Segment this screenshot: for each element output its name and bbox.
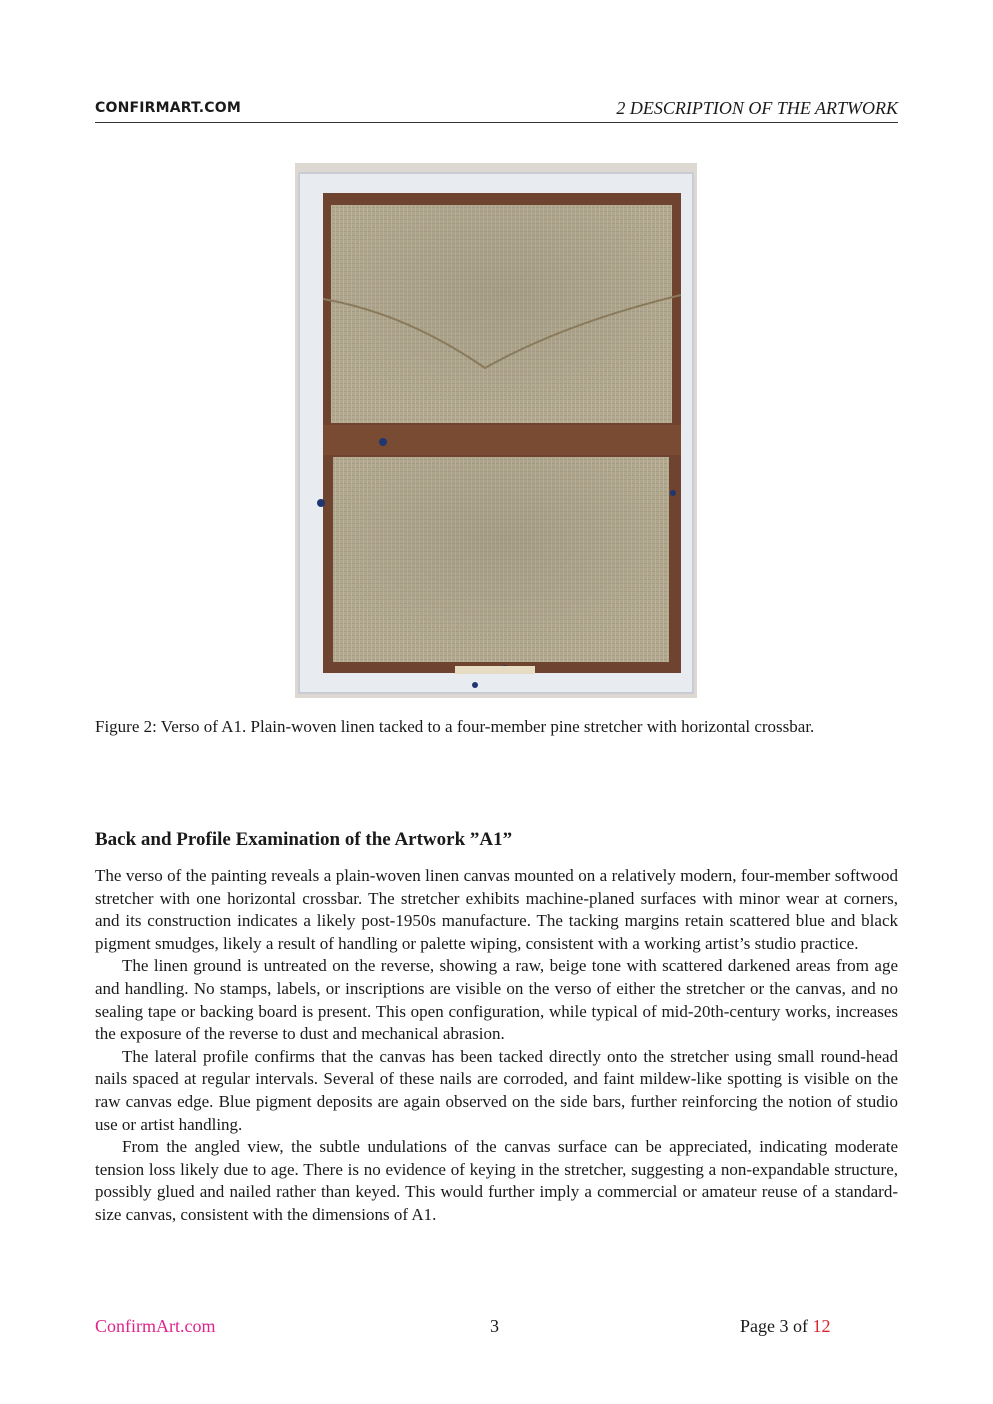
paragraph: The linen ground is untreated on the reverse, showing a raw, beige tone with scattered darkened areas from age and handling. No stamps, labels, or inscriptions are visible on the verso of either the stretcher or the canvas, and no sealing tape or backing board is present. This open configuration, while typical of mid-20th-century works, increases the exposure of the reverse to dust and mechanical abrasion. bbox=[95, 956, 898, 1044]
footer-page-prefix: Page 3 of bbox=[740, 1316, 813, 1336]
artwork-verso-photo bbox=[295, 163, 697, 698]
section-heading: Back and Profile Examination of the Artwork ”A1” bbox=[95, 829, 513, 850]
paragraph: The lateral profile confirms that the canvas has been tacked directly onto the stretcher using small round-head nails spaced at regular intervals. Several of these nails are corroded, and faint mildew-like spotting is visible on the raw canvas edge. Blue pigment deposits are again observed on the side bars, further reinforcing the notion of studio use or artist handling. bbox=[95, 1046, 898, 1134]
footer-page-number: 3 bbox=[490, 1316, 499, 1336]
header-rule bbox=[95, 122, 898, 123]
header-brand: CONFIRMART.COM bbox=[95, 100, 242, 116]
artwork-verso-image bbox=[295, 163, 697, 698]
body-text bbox=[95, 865, 898, 1227]
footer-page-total-link[interactable]: 12 bbox=[812, 1316, 831, 1336]
figure-caption: Figure 2: Verso of A1. Plain-woven linen tacked to a four-member pine stretcher with horizontal crossbar. bbox=[95, 717, 815, 736]
paragraph: From the angled view, the subtle undulations of the canvas surface can be appreciated, indicating moderate tension loss likely due to age. There is no evidence of keying in the stretcher, suggesting a non-expandable structure, possibly glued and nailed rather than keyed. This would further imply a commercial or amateur reuse of a standard-size canvas, consistent with the dimensions of A1. bbox=[95, 1137, 898, 1224]
paragraph: The verso of the painting reveals a plain-woven linen canvas mounted on a relatively modern, four-member softwood stretcher with one horizontal crossbar. The stretcher exhibits machine-planed surfaces with minor wear at corners, and its construction indicates a likely post-1950s manufacture. The tacking margins retain scattered blue and black pigment smudges, likely a result of handling or palette wiping, consistent with a working artist’s studio practice. bbox=[95, 866, 898, 953]
footer-page-count bbox=[740, 1316, 830, 1337]
footer-site-link[interactable]: ConfirmArt.com bbox=[95, 1316, 216, 1336]
header-section-title: 2 DESCRIPTION OF THE ARTWORK bbox=[616, 98, 898, 118]
